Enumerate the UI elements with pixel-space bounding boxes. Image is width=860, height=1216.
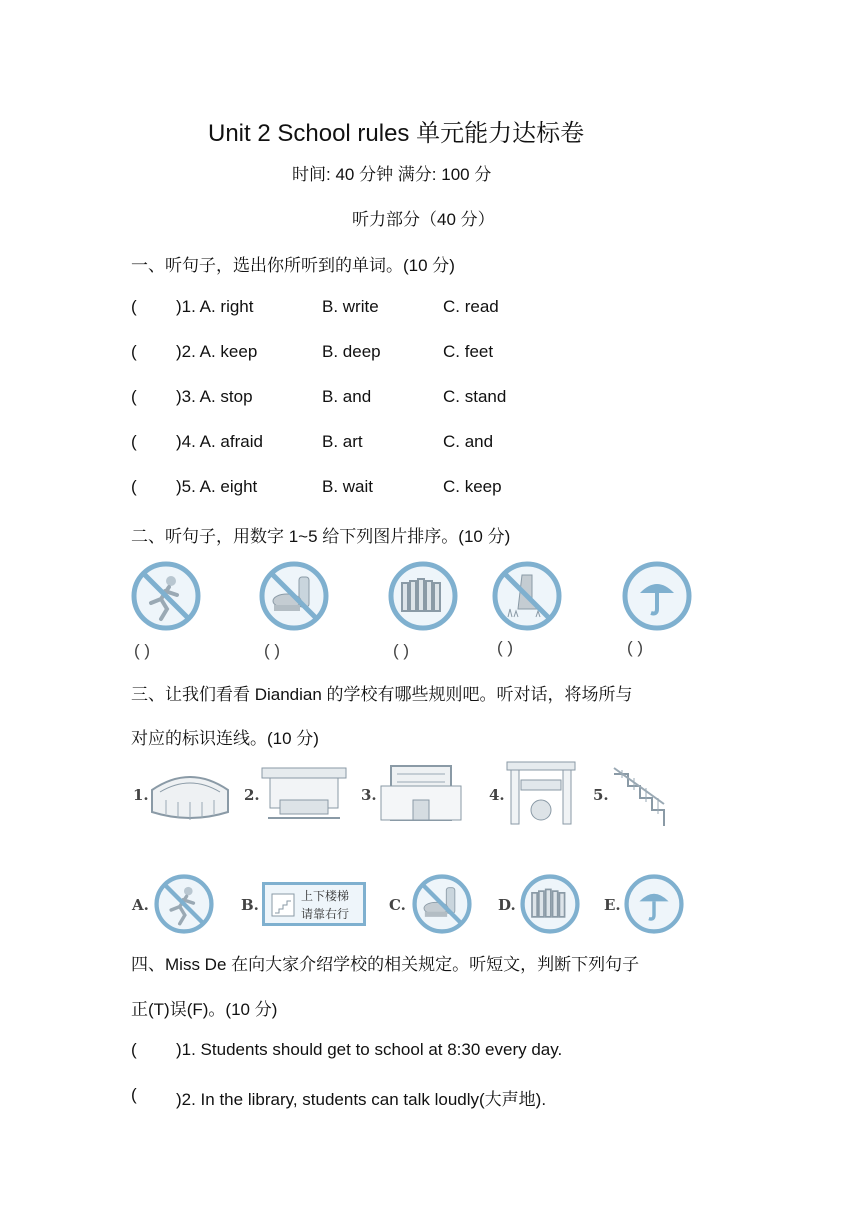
no-running-icon	[154, 874, 214, 934]
sign-text-line1: 上下楼梯	[301, 889, 350, 903]
no-food-icon	[259, 561, 329, 631]
option-c: C. read	[443, 297, 499, 316]
no-running-icon	[131, 561, 201, 631]
section3-heading-line2: 对应的标识连线。(10 分)	[131, 729, 319, 748]
option-b: B. art	[322, 432, 363, 451]
stairs-sign-icon	[262, 882, 366, 926]
option-a: )1. A. right	[176, 297, 254, 316]
option-c: C. and	[443, 432, 494, 451]
answer-paren[interactable]: (	[131, 342, 137, 361]
option-b: B. deep	[322, 342, 381, 361]
place-label: 4.	[489, 786, 505, 804]
option-c: C. keep	[443, 477, 502, 496]
order-blank[interactable]: ( )	[264, 641, 281, 660]
section4-heading-line2: 正(T)误(F)。(10 分)	[131, 1000, 278, 1019]
fence-icon	[520, 874, 580, 934]
option-b: B. and	[322, 387, 372, 406]
option-c: C. stand	[443, 387, 507, 406]
option-b: B. write	[322, 297, 379, 316]
option-b: B. wait	[322, 477, 374, 496]
place-label: 5.	[593, 786, 609, 804]
school-building-icon	[377, 760, 465, 826]
listening-part-heading: 听力部分（40 分）	[352, 210, 495, 229]
no-food-icon	[412, 874, 472, 934]
sign-label: A.	[132, 896, 149, 914]
place-label: 1.	[133, 786, 149, 804]
sign-label: D.	[498, 896, 516, 914]
stairs-figure-icon	[271, 893, 295, 917]
sign-label: C.	[389, 896, 406, 914]
fence-icon	[388, 561, 458, 631]
answer-paren[interactable]: (	[131, 432, 137, 451]
no-walking-on-grass-icon	[492, 561, 562, 631]
sign-label: E.	[604, 896, 621, 914]
answer-paren[interactable]: (	[131, 1040, 137, 1059]
section3-heading-line1: 三、让我们看看 Diandian 的学校有哪些规则吧。听对话，将场所与	[131, 685, 633, 704]
order-blank[interactable]: ( )	[134, 641, 151, 660]
sign-label: B.	[241, 896, 259, 914]
section2-heading: 二、听句子，用数字 1~5 给下列图片排序。(10 分)	[131, 527, 511, 546]
option-a: )5. A. eight	[176, 477, 258, 496]
sign-text-line2: 请靠右行	[301, 907, 350, 921]
canteen-icon	[258, 760, 350, 826]
option-a: )4. A. afraid	[176, 432, 263, 451]
answer-paren[interactable]: (	[131, 477, 137, 496]
order-blank[interactable]: ( )	[393, 641, 410, 660]
answer-paren[interactable]: (	[131, 1085, 137, 1104]
place-label: 3.	[361, 786, 377, 804]
page-title: Unit 2 School rules 单元能力达标卷	[208, 120, 585, 147]
option-c: C. feet	[443, 342, 494, 361]
time-info: 时间: 40 分钟 满分: 100 分	[292, 165, 492, 184]
library-gate-icon	[503, 758, 579, 828]
stairs-icon	[608, 764, 672, 832]
answer-paren[interactable]: (	[131, 387, 137, 406]
umbrella-sign-icon	[624, 874, 684, 934]
umbrella-sign-icon	[622, 561, 692, 631]
option-a: )2. A. keep	[176, 342, 258, 361]
stadium-icon	[146, 760, 234, 826]
section1-heading: 一、听句子，选出你所听到的单词。(10 分)	[131, 256, 455, 275]
order-blank[interactable]: ( )	[627, 638, 644, 657]
section4-heading-line1: 四、Miss De 在向大家介绍学校的相关规定。听短文，判断下列句子	[131, 955, 640, 974]
place-label: 2.	[244, 786, 260, 804]
statement-text: )2. In the library, students can talk loudly(大声地).	[176, 1090, 547, 1109]
option-a: )3. A. stop	[176, 387, 253, 406]
answer-paren[interactable]: (	[131, 297, 137, 316]
statement-text: )1. Students should get to school at 8:30 every day.	[176, 1040, 563, 1059]
order-blank[interactable]: ( )	[497, 638, 514, 657]
